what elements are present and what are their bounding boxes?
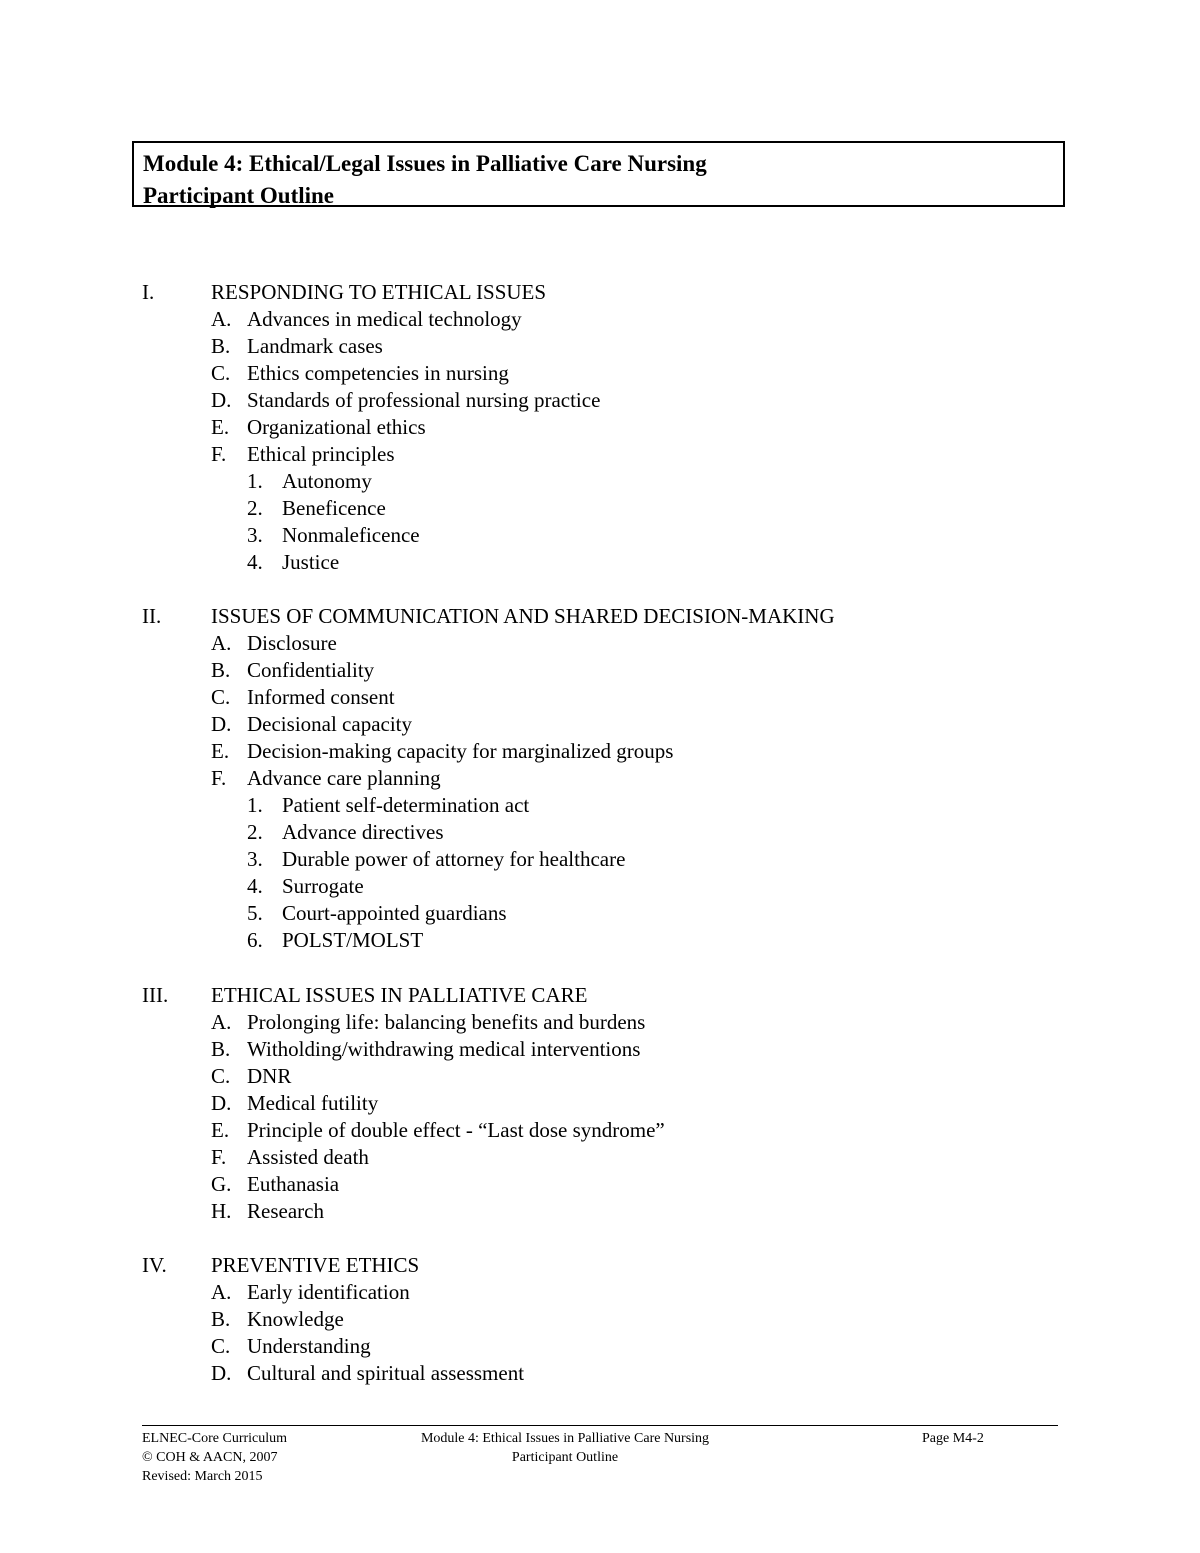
sub-list-item-text: Nonmaleficence [282, 523, 420, 547]
list-item-label: B. [211, 1307, 231, 1331]
list-item-text: Principle of double effect - “Last dose syndrome” [247, 1118, 665, 1142]
section-title: RESPONDING TO ETHICAL ISSUES [211, 280, 547, 304]
list-item-text: Organizational ethics [247, 415, 426, 439]
sub-list-item-text: POLST/MOLST [282, 928, 424, 952]
list-item-label: A. [211, 1010, 232, 1034]
sub-list-item-label: 4. [247, 550, 263, 574]
sub-list-item-text: Patient self-determination act [282, 793, 530, 817]
list-item-label: G. [211, 1172, 232, 1196]
sub-list-item-label: 6. [247, 928, 263, 952]
page-subtitle: Participant Outline [143, 183, 335, 208]
sub-list-item-text: Court-appointed guardians [282, 901, 507, 925]
list-item-label: B. [211, 658, 231, 682]
list-item-label: E. [211, 1118, 230, 1142]
title-box [132, 141, 1065, 207]
list-item-text: Medical futility [247, 1091, 379, 1115]
section-title: ETHICAL ISSUES IN PALLIATIVE CARE [211, 983, 588, 1007]
footer-revised: Revised: March 2015 [142, 1469, 263, 1484]
list-item-label: B. [211, 1037, 231, 1061]
list-item-label: A. [211, 631, 232, 655]
sub-list-item-text: Autonomy [282, 469, 372, 493]
sub-list-item-label: 2. [247, 820, 263, 844]
list-item-label: A. [211, 1280, 232, 1304]
sub-list-item-label: 3. [247, 847, 263, 871]
list-item-label: C. [211, 1064, 231, 1088]
section-numeral: II. [142, 604, 162, 628]
sub-list-item-label: 1. [247, 469, 263, 493]
list-item-label: C. [211, 1334, 231, 1358]
list-item-label: F. [211, 1145, 227, 1169]
list-item-label: D. [211, 388, 232, 412]
list-item-text: Informed consent [247, 685, 395, 709]
sub-list-item-label: 1. [247, 793, 263, 817]
list-item-text: Confidentiality [247, 658, 375, 682]
list-item-text: Euthanasia [247, 1172, 340, 1196]
list-item-text: Ethics competencies in nursing [247, 361, 509, 385]
list-item-label: H. [211, 1199, 232, 1223]
list-item-label: C. [211, 685, 231, 709]
list-item-label: D. [211, 1091, 232, 1115]
list-item-label: F. [211, 442, 227, 466]
sub-list-item-label: 2. [247, 496, 263, 520]
sub-list-item-text: Beneficence [282, 496, 386, 520]
sub-list-item-label: 4. [247, 874, 263, 898]
list-item-text: Research [247, 1199, 324, 1223]
footer-copyright: © COH & AACN, 2007 [142, 1450, 278, 1465]
section-numeral: I. [142, 280, 155, 304]
page-title: Module 4: Ethical/Legal Issues in Palliative Care Nursing [143, 151, 707, 176]
sub-list-item-label: 3. [247, 523, 263, 547]
list-item-label: D. [211, 1361, 232, 1385]
list-item-label: E. [211, 739, 230, 763]
list-item-text: Advances in medical technology [247, 307, 522, 331]
section-title: PREVENTIVE ETHICS [211, 1253, 420, 1277]
list-item-text: Decision-making capacity for marginalized groups [247, 739, 674, 763]
list-item-text: Disclosure [247, 631, 337, 655]
footer-curriculum: ELNEC-Core Curriculum [142, 1431, 288, 1446]
list-item-label: C. [211, 361, 231, 385]
list-item-text: DNR [247, 1064, 292, 1088]
footer-page-number: Page M4-2 [922, 1431, 984, 1446]
list-item-text: Standards of professional nursing practice [247, 388, 601, 412]
section-title: ISSUES OF COMMUNICATION AND SHARED DECISION-MAKING [211, 604, 835, 628]
list-item-text: Knowledge [247, 1307, 344, 1331]
footer-divider [142, 1425, 1058, 1426]
footer-module: Module 4: Ethical Issues in Palliative Care Nursing [420, 1431, 710, 1446]
section-numeral: III. [142, 983, 169, 1007]
list-item-text: Assisted death [247, 1145, 369, 1169]
list-item-label: A. [211, 307, 232, 331]
list-item-text: Decisional capacity [247, 712, 413, 736]
list-item-label: D. [211, 712, 232, 736]
list-item-text: Landmark cases [247, 334, 383, 358]
list-item-label: F. [211, 766, 227, 790]
list-item-text: Ethical principles [247, 442, 395, 466]
sub-list-item-text: Justice [282, 550, 340, 574]
section-numeral: IV. [142, 1253, 167, 1277]
list-item-text: Early identification [247, 1280, 410, 1304]
footer-center [400, 1429, 730, 1467]
list-item-label: B. [211, 334, 231, 358]
sub-list-item-text: Durable power of attorney for healthcare [282, 847, 626, 871]
list-item-text: Witholding/withdrawing medical interventions [247, 1037, 641, 1061]
footer-left [142, 1429, 287, 1486]
sub-list-item-text: Surrogate [282, 874, 364, 898]
sub-list-item-text: Advance directives [282, 820, 444, 844]
list-item-label: E. [211, 415, 230, 439]
list-item-text: Prolonging life: balancing benefits and burdens [247, 1010, 646, 1034]
list-item-text: Cultural and spiritual assessment [247, 1361, 525, 1385]
list-item-text: Advance care planning [247, 766, 441, 790]
list-item-text: Understanding [247, 1334, 371, 1358]
footer-outline: Participant Outline [511, 1450, 619, 1465]
sub-list-item-label: 5. [247, 901, 263, 925]
